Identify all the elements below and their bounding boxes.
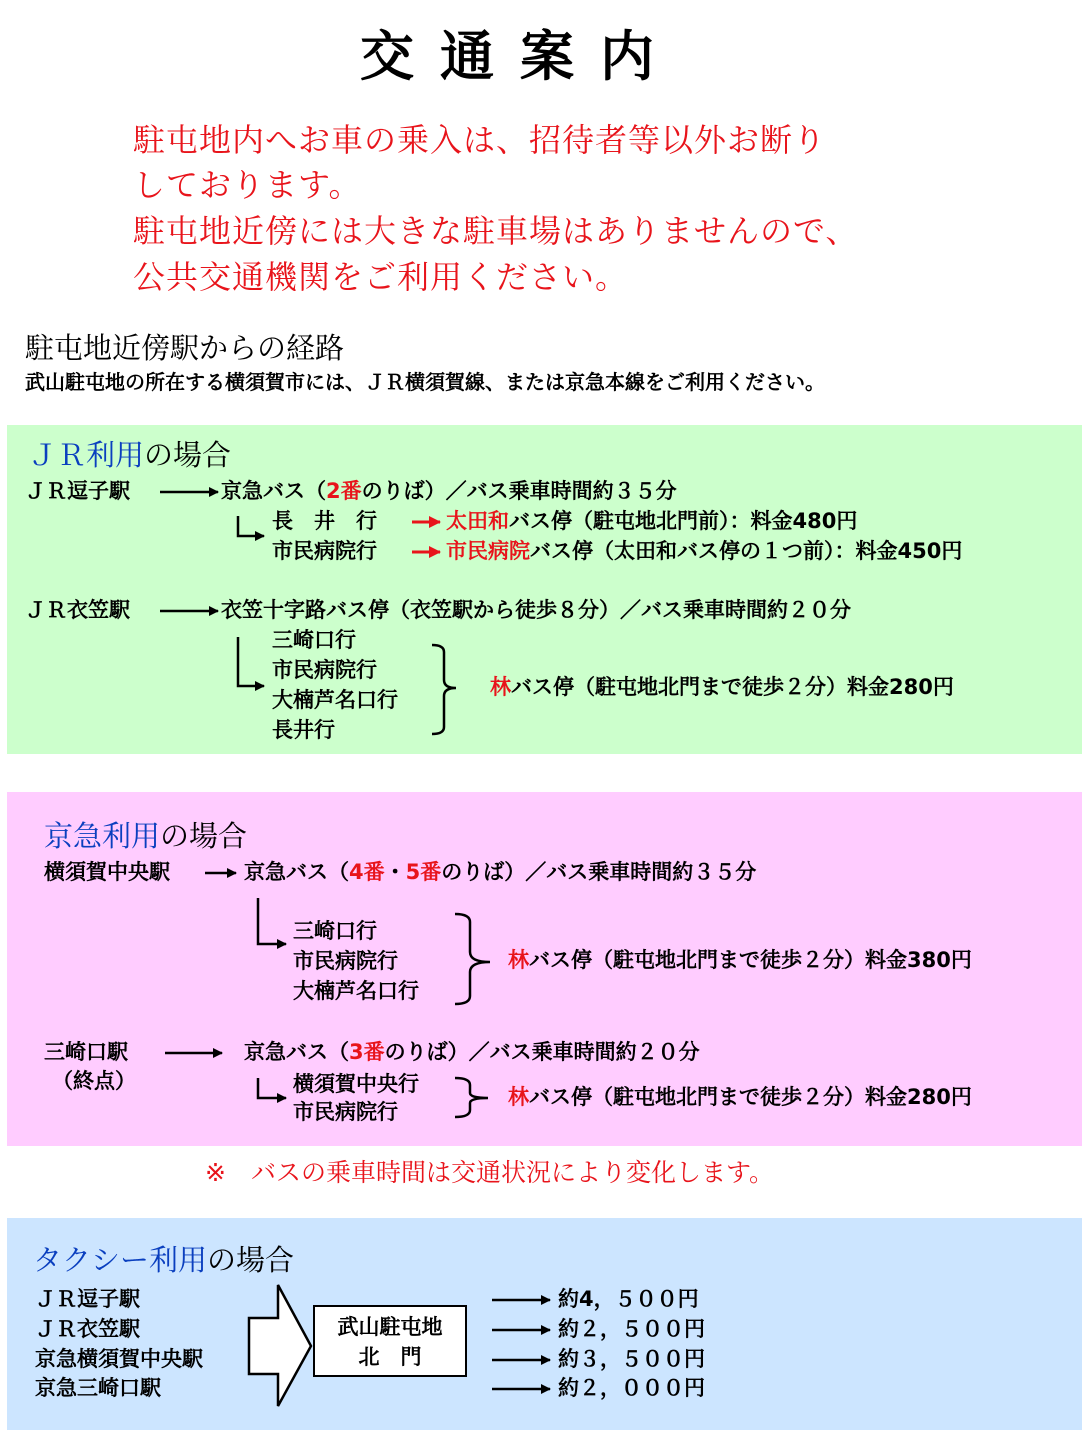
taxi-origin: ＪＲ衣笠駅: [35, 1317, 140, 1341]
zushi-branch-arrow: [238, 516, 264, 536]
route-heading: 駐屯地近傍駅からの経路: [25, 331, 345, 365]
jr-zushi-route1-stop: 太田和バス停（駐屯地北門前）：料金480円: [446, 509, 858, 533]
taxi-destination-gate: 北 門: [358, 1345, 422, 1369]
jr-kinugasa-dest: 大楠芦名口行: [272, 688, 398, 712]
misaki-branch-arrow: [258, 1078, 286, 1098]
keikyu-misaki-dest: 市民病院行: [293, 1100, 398, 1124]
jr-kinugasa-dest: 三崎口行: [272, 628, 356, 652]
keikyu-misaki-station: 三崎口駅: [44, 1040, 128, 1064]
notice-line-3: 駐屯地近傍には大きな駐車場はありませんので、: [133, 212, 859, 250]
jr-zushi-route2-stop: 市民病院バス停（太田和バス停の１つ前）：料金450円: [446, 539, 963, 563]
notice-line-2: しております。: [133, 166, 362, 204]
notice-line-4: 公共交通機関をご利用ください。: [133, 258, 629, 296]
jr-kinugasa-dest: 長井行: [272, 718, 335, 742]
route-subheading: 武山駐屯地の所在する横須賀市には、ＪＲ横須賀線、または京急本線をご利用ください。: [25, 370, 825, 394]
taxi-origin: 京急三崎口駅: [35, 1376, 161, 1400]
jr-zushi-station: ＪＲ逗子駅: [25, 479, 130, 503]
jr-kinugasa-stop: 林バス停（駐屯地北門まで徒歩２分）料金280円: [490, 675, 954, 699]
jr-kinugasa-transfer: 衣笠十字路バス停（衣笠駅から徒歩８分）／バス乗車時間約２０分: [221, 598, 851, 622]
taxi-chevron-arrow: [249, 1285, 311, 1406]
misaki-brace: [455, 1078, 488, 1117]
jr-kinugasa-station: ＪＲ衣笠駅: [25, 598, 130, 622]
keikyu-heading: 京急利用の場合: [44, 819, 248, 853]
bus-time-footnote: ※ バスの乗車時間は交通状況により変化します。: [205, 1158, 774, 1187]
keikyu-chuo-stop: 林バス停（駐屯地北門まで徒歩２分）料金380円: [508, 948, 972, 972]
jr-zushi-route2-dest: 市民病院行: [272, 539, 377, 563]
keikyu-misaki-stop: 林バス停（駐屯地北門まで徒歩２分）料金280円: [508, 1085, 972, 1109]
chuo-branch-arrow: [258, 898, 286, 944]
keikyu-misaki-bus: 京急バス（3番のりば）／バス乗車時間約２０分: [244, 1040, 700, 1064]
notice-line-1: 駐屯地内へお車の乗入は、招待者等以外お断り: [133, 121, 827, 159]
jr-zushi-route1-dest: 長 井 行: [272, 509, 377, 533]
keikyu-chuo-dest: 市民病院行: [293, 949, 398, 973]
taxi-origin: 京急横須賀中央駅: [35, 1347, 203, 1371]
taxi-fare: 約３，５００円: [558, 1347, 705, 1371]
chuo-brace: [455, 914, 490, 1004]
keikyu-chuo-dest: 大楠芦名口行: [293, 979, 419, 1003]
jr-kinugasa-dest: 市民病院行: [272, 658, 377, 682]
keikyu-chuo-dest: 三崎口行: [293, 919, 377, 943]
kinugasa-branch-arrow: [238, 637, 264, 686]
kinugasa-brace: [432, 645, 456, 734]
taxi-fare: 約２，０００円: [558, 1376, 705, 1400]
taxi-fare: 約２，５００円: [558, 1317, 705, 1341]
taxi-destination-name: 武山駐屯地: [337, 1315, 443, 1339]
jr-heading: ＪＲ利用の場合: [28, 438, 232, 472]
keikyu-chuo-bus: 京急バス（4番・5番のりば）／バス乗車時間約３５分: [244, 860, 757, 884]
taxi-fare: 約4，５００円: [558, 1287, 699, 1311]
page-title: 交通案内: [360, 25, 680, 88]
taxi-origin: ＪＲ逗子駅: [35, 1287, 140, 1311]
keikyu-misaki-dest: 横須賀中央行: [293, 1072, 419, 1096]
jr-zushi-bus: 京急バス（2番のりば）／バス乗車時間約３５分: [221, 479, 677, 503]
taxi-heading: タクシー利用の場合: [33, 1243, 295, 1277]
taxi-destination-box: [313, 1305, 467, 1377]
keikyu-misaki-note: （終点）: [52, 1069, 136, 1093]
keikyu-chuo-station: 横須賀中央駅: [44, 860, 170, 884]
